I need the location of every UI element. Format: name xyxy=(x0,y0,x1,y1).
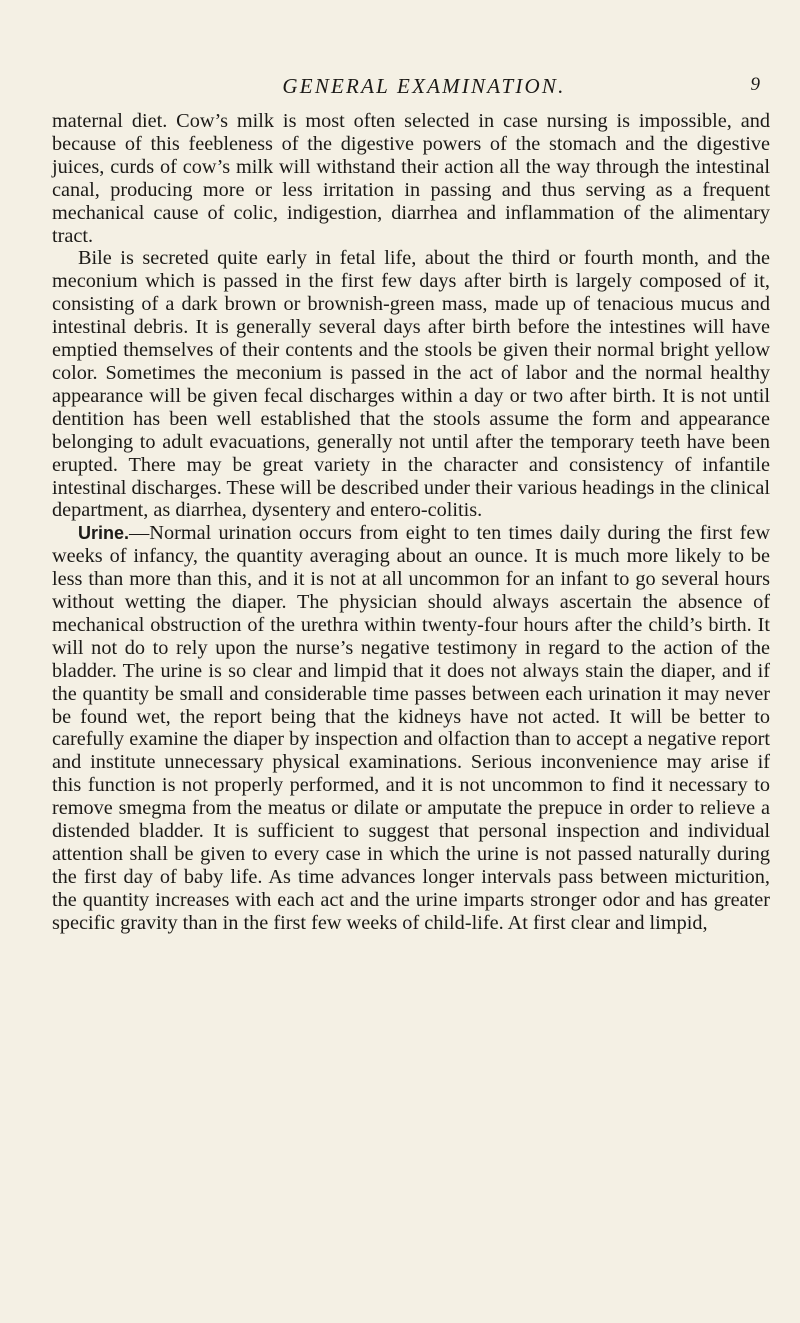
running-title: GENERAL EXAMINATION. xyxy=(282,74,566,98)
paragraph-urine xyxy=(52,522,770,934)
page-number: 9 xyxy=(750,74,760,95)
body-text xyxy=(52,110,770,935)
paragraph-maternal-diet: maternal diet. Cow’s milk is most often selected in case nursing is impossible, and because of this feebleness of the digestive powers of the stomach and the digestive juices, curds of cow’s milk will withstand their action all the way through the intestinal canal, producing more or less irritation in passing and thus serving as a frequent mechanical cause of colic, indigestion, diarrhea and inflammation of the alimentary tract. xyxy=(52,110,770,247)
paragraph-urine-text: —Normal urination occurs from eight to ten times daily during the first few weeks of infancy, the quantity averaging about an ounce. It is much more likely to be less than more than this, and it is not at all uncommon for an infant to go several hours without wetting the diaper. The physician should always ascertain the absence of mechanical obstruction of the urethra within twenty-four hours after the child’s birth. It will not do to rely upon the nurse’s negative testimony in regard to the action of the bladder. The urine is so clear and limpid that it does not always stain the diaper, and if the quantity be small and considerable time passes between each urination it may never be found wet, the report being that the kidneys have not acted. It will be better to carefully examine the diaper by inspection and olfaction than to accept a negative report and institute unnecessary physical examinations. Serious inconvenience may arise if this function is not properly performed, and it is not uncommon to find it necessary to remove smegma from the meatus or dilate or amputate the prepuce in order to relieve a distended bladder. It is sufficient to suggest that personal inspection and individual attention shall be given to every case in which the urine is not passed naturally during the first day of baby life. As time advances longer intervals pass between micturition, the quantity increases with each act and the urine imparts stronger odor and has greater specific gravity than in the first few weeks of child-life. At first clear and limpid, xyxy=(52,522,770,934)
section-heading-urine: Urine. xyxy=(78,523,130,544)
paragraph-bile: Bile is secreted quite early in fetal life, about the third or fourth month, and the meconium which is passed in the first few days after birth is largely composed of it, consisting of a dark brown or brownish-green mass, made up of tenacious mucus and intestinal debris. It is generally several days after birth before the intestines will have emptied themselves of their contents and the stools be given their normal bright yellow color. Sometimes the meconium is passed in the act of labor and the normal healthy appearance will be given fecal discharges within a day or two after birth. It is not until dentition has been well established that the stools assume the form and appearance belonging to adult evacuations, generally not until after the temporary teeth have been erupted. There may be great variety in the character and consistency of infantile intestinal discharges. These will be described under their various headings in the clinical department, as diarrhea, dysentery and entero-colitis. xyxy=(52,247,770,522)
running-head xyxy=(88,74,760,104)
